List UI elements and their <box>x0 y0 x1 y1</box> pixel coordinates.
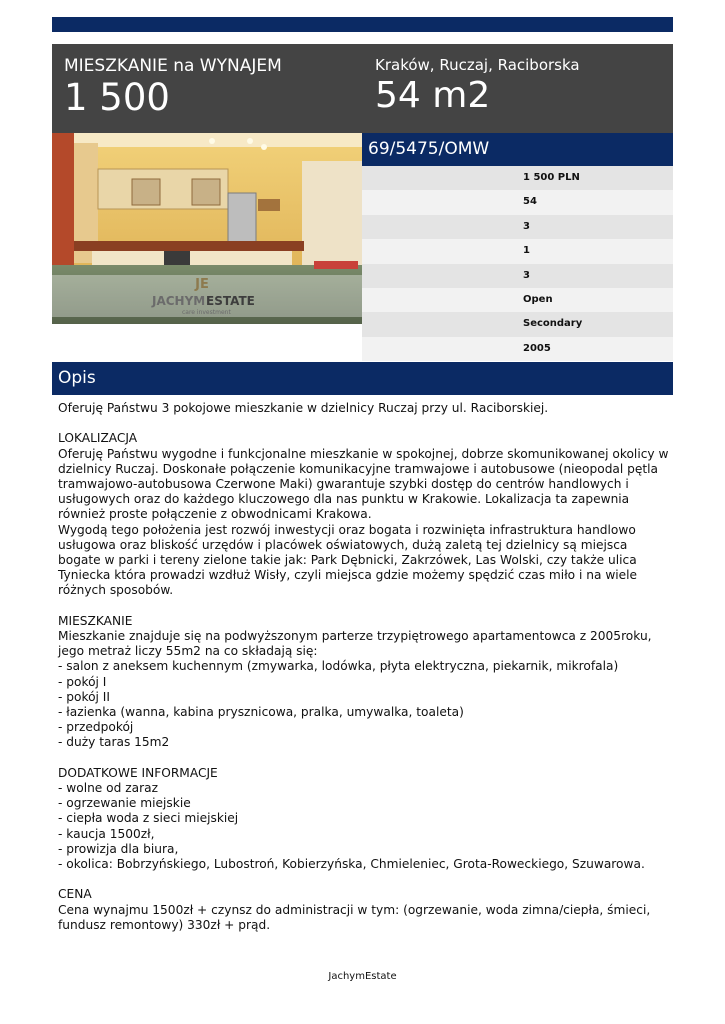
listing-type: MIESZKANIE na WYNAJEM <box>64 56 282 76</box>
spec-market: Secondary <box>362 312 673 336</box>
price-paragraph: Cena wynajmu 1500zł + czynsz do administracji w tym: (ogrzewanie, woda zimna/ciepła, śmieci, fundusz remontowy) 330zł + prąd. <box>58 902 651 932</box>
property-photo <box>52 133 362 324</box>
listing-header <box>52 44 673 133</box>
flat-heading: MIESZKANIE <box>58 613 133 628</box>
logo-subtitle: care investment <box>182 309 231 316</box>
logo-mark: JE <box>195 277 209 292</box>
spec-price: 1 500 PLN <box>362 166 673 190</box>
header-left <box>64 56 282 120</box>
listing-specs <box>362 166 673 361</box>
spec-area: 54 <box>362 190 673 214</box>
footer-text: JachymEstate <box>328 971 397 982</box>
list-item: - wolne od zaraz <box>58 781 158 796</box>
spec-kitchen: Open <box>362 288 673 312</box>
list-item: - kaucja 1500zł, <box>58 826 155 841</box>
logo-text-2: ESTATE <box>206 294 255 308</box>
listing-area: 54 m2 <box>375 75 491 116</box>
description <box>58 401 673 933</box>
listing-location: Kraków, Ruczaj, Raciborska <box>375 56 580 74</box>
list-item: - salon z aneksem kuchennym (zmywarka, lodówka, płyta elektryczna, piekarnik, mikrofala) <box>58 659 619 674</box>
header-right <box>375 55 580 117</box>
description-intro: Oferuję Państwu 3 pokojowe mieszkanie w dzielnicy Ruczaj przy ul. Raciborskiej. <box>58 401 549 415</box>
listing-reference: 69/5475/OMW <box>362 133 673 166</box>
spec-floors-total: 3 <box>362 264 673 288</box>
spec-rooms: 3 <box>362 215 673 239</box>
location-heading: LOKALIZACJA <box>58 431 138 446</box>
extra-heading: DODATKOWE INFORMACJE <box>58 765 218 780</box>
flat-paragraph: Mieszkanie znajduje się na podwyższonym parterze trzypiętrowego apartamentowca z 2005roku, jego metraż liczy 55m2 na co składają się: <box>58 629 652 659</box>
list-item: - pokój II <box>58 689 110 704</box>
location-paragraph-2: Wygodą tego położenia jest rozwój inwestycji oraz bogata i rozwinięta infrastruktura handlowo usługowa oraz bliskość urzędów i placówek oświatowych, dużą zaletą tej dzielnicy są miejsca bogate w parki i tereny zielone takie jak: Park Dębnicki, Zakrzówek, Las Wolski, czy także ulica Tyniecka która prowadzi wzdłuż Wisły, czyli miejsca gdzie możemy spędzić czas miło i na wiele różnych sposobów. <box>58 522 638 598</box>
location-paragraph-1: Oferuję Państwu wygodne i funkcjonalne mieszkanie w spokojnej, dobrze skomunikowanej okolicy w dzielnicy Ruczaj. Doskonałe połączenie komunikacyjne tramwajowe i autobusowe (nieopodal pętla tramwajowo-autobusowa Czerwone Maki) gwarantuje szybki dostęp do centrów handlowych i usługowych oraz do każdego kluczowego dla nas punktu w Krakowie. Lokalizacja ta zapewnia również proste połączenie z obwodnicami Krakowa. <box>58 446 669 522</box>
list-item: - duży taras 15m2 <box>58 735 170 750</box>
spec-floor: 1 <box>362 239 673 263</box>
list-item: - łazienka (wanna, kabina prysznicowa, pralka, umywalka, toaleta) <box>58 705 464 720</box>
list-item: - ciepła woda z sieci miejskiej <box>58 811 239 826</box>
list-item: - ogrzewanie miejskie <box>58 796 191 811</box>
logo-text-1: JACHYM <box>152 294 206 308</box>
spec-year: 2005 <box>362 337 673 361</box>
listing-price: 1 500 <box>64 76 170 119</box>
list-item: - okolica: Bobrzyńskiego, Lubostroń, Kobierzyńska, Chmieleniec, Grota-Roweckiego, Szuwarowa. <box>58 857 645 872</box>
price-heading: CENA <box>58 887 92 902</box>
section-title: Opis <box>52 362 673 395</box>
list-item: - prowizja dla biura, <box>58 841 179 856</box>
list-item: - przedpokój <box>58 720 134 735</box>
list-item: - pokój I <box>58 674 107 689</box>
top-accent-bar <box>52 17 673 32</box>
